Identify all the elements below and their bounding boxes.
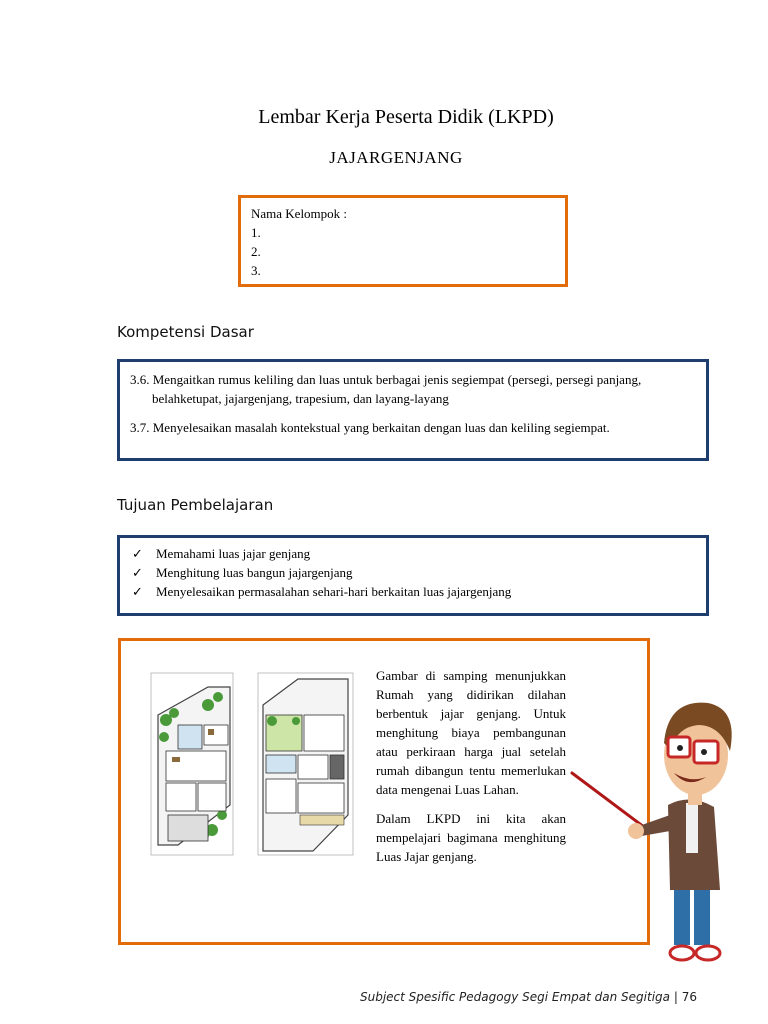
page-footer — [360, 990, 697, 1004]
group-name-label: Nama Kelompok : — [251, 206, 348, 221]
kompetensi-number: 3.7. — [130, 420, 150, 435]
tujuan-text: Memahami luas jajar genjang — [156, 546, 311, 561]
tujuan-box — [117, 535, 709, 616]
page-subtitle: JAJARGENJANG — [329, 148, 463, 167]
teacher-cartoon-image — [570, 685, 745, 975]
check-icon: ✓ — [132, 584, 143, 599]
tujuan-text: Menyelesaikan permasalahan sehari-hari berkaitan luas jajargenjang — [156, 584, 512, 599]
footer-title: Subject Spesific Pedagogy Segi Empat dan Segitiga — [360, 990, 671, 1004]
illustration-paragraph: Gambar di samping menunjukkan Rumah yang didirikan dilahan berbentuk jajar genjang. Untuk menghitung biaya pembangunan atau perkiraan harga jual setelah rumah dibangun tentu memerlukan data mengenai Luas Lahan. — [376, 668, 566, 797]
page-number: 76 — [681, 990, 697, 1004]
tujuan-heading: Tujuan Pembelajaran — [117, 496, 274, 514]
tujuan-item — [132, 582, 511, 601]
illustration-paragraph: Dalam LKPD ini kita akan mempelajari bagimana menghitung Luas Jajar genjang. — [376, 811, 566, 864]
tujuan-item — [132, 544, 511, 563]
kompetensi-item — [130, 370, 696, 408]
group-member-line: 1. — [251, 225, 261, 240]
kompetensi-box — [117, 359, 709, 461]
check-icon: ✓ — [132, 546, 143, 561]
floor-plan-image — [148, 665, 363, 865]
tujuan-item — [132, 563, 511, 582]
group-member-line: 3. — [251, 263, 261, 278]
kompetensi-number: 3.6. — [130, 372, 150, 387]
tujuan-text: Menghitung luas bangun jajargenjang — [156, 565, 353, 580]
kompetensi-text-cont: belahketupat, jajargenjang, trapesium, dan layang-layang — [152, 391, 449, 406]
kompetensi-text: Menyelesaikan masalah kontekstual yang berkaitan dengan luas dan keliling segiempat. — [152, 420, 610, 435]
group-name-box — [238, 195, 568, 287]
page-title: Lembar Kerja Peserta Didik (LKPD) — [258, 106, 554, 128]
kompetensi-item — [130, 418, 696, 437]
kompetensi-text: Mengaitkan rumus keliling dan luas untuk berbagai jenis segiempat (persegi, persegi panjang, — [152, 372, 642, 387]
illustration-text — [376, 666, 566, 876]
check-icon: ✓ — [132, 565, 143, 580]
kompetensi-heading: Kompetensi Dasar — [117, 323, 254, 341]
group-member-line: 2. — [251, 244, 261, 259]
footer-separator: | — [670, 990, 682, 1004]
